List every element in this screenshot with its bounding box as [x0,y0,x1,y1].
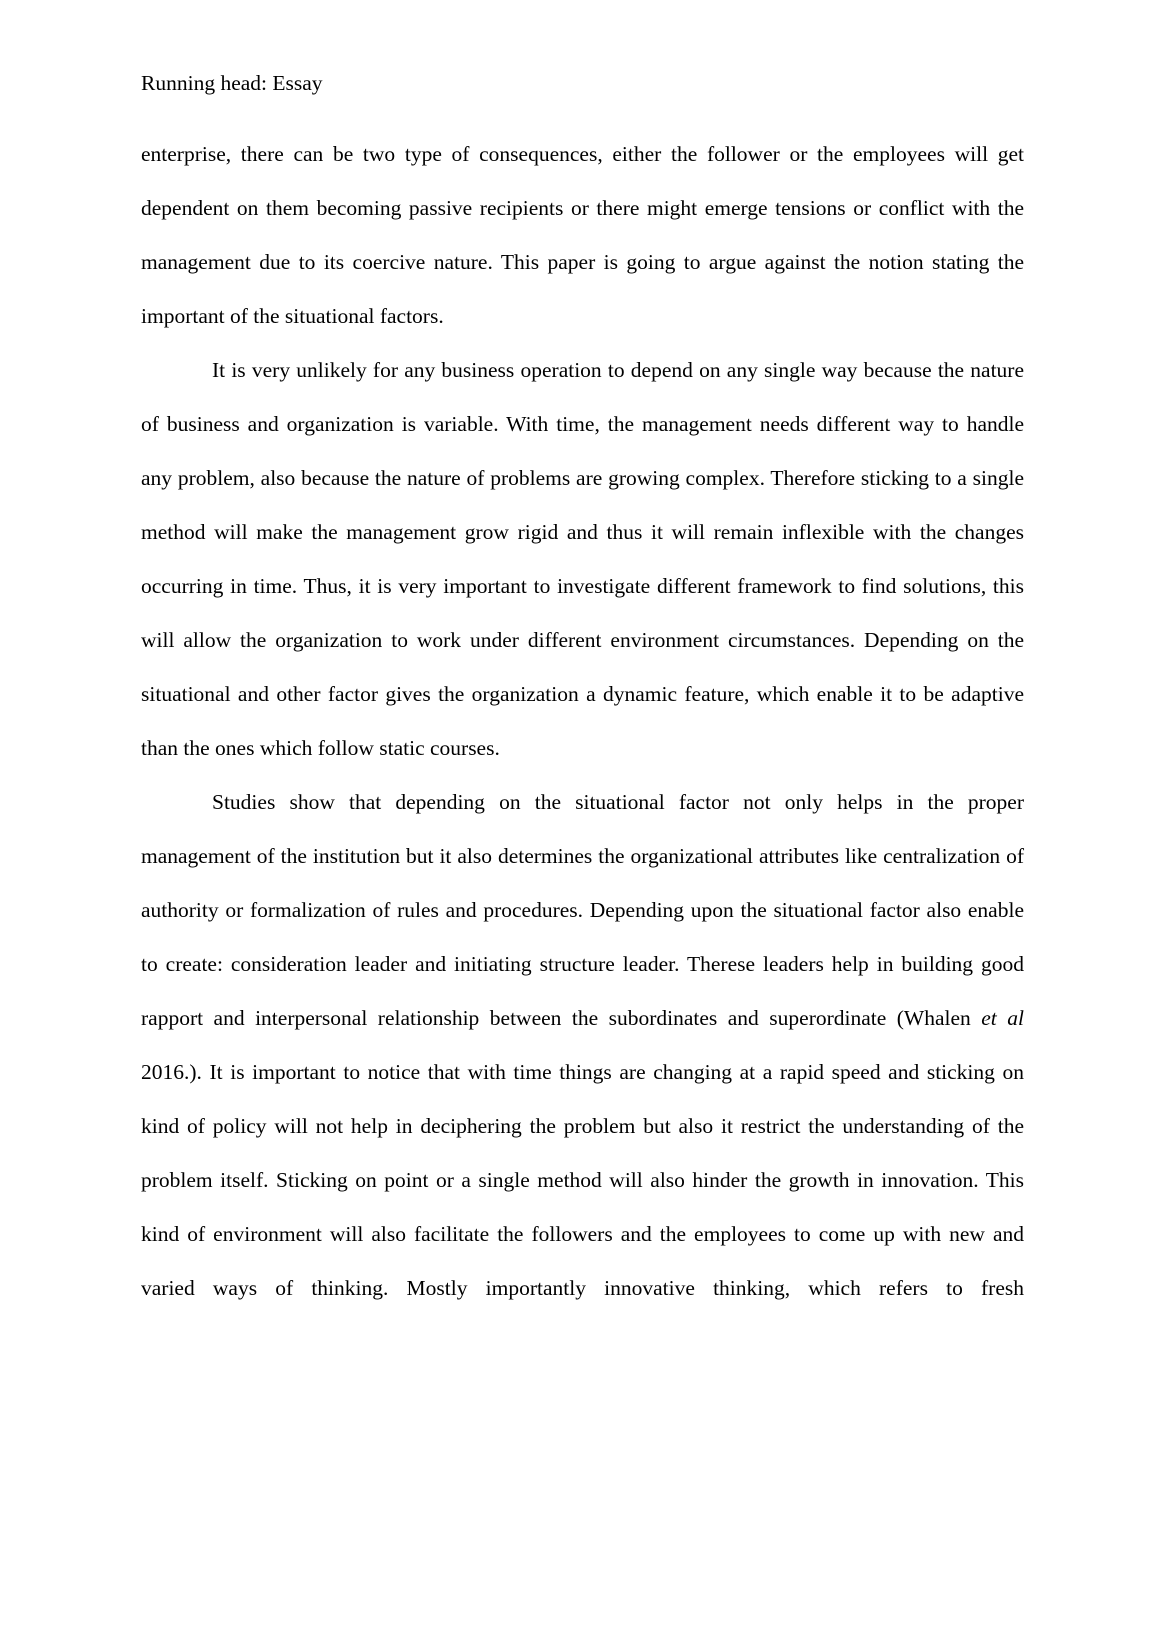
paragraph-continued: enterprise, there can be two type of consequences, either the follower or the employees will get dependent on them becoming passive recipients or there might emerge tensions or conflict with the management due to its coercive nature. This paper is going to argue against the notion stating the important of the situational factors. [141,142,1024,328]
essay-body [141,127,1024,1315]
paragraph-adaptability: It is very unlikely for any business operation to depend on any single way because the nature of business and organization is variable. With time, the management needs different way to handle any problem, also because the nature of problems are growing complex. Therefore sticking to a single method will make the management grow rigid and thus it will remain inflexible with the changes occurring in time. Thus, it is very important to investigate different framework to find solutions, this will allow the organization to work under different environment circumstances. Depending on the situational and other factor gives the organization a dynamic feature, which enable it to be adaptive than the ones which follow static courses. [141,358,1024,760]
running-head: Running head: Essay [141,71,323,95]
paragraph-text-before-citation: Studies show that depending on the situational factor not only helps in the proper management of the institution but it also determines the organizational attributes like centralization of authority or formalization of rules and procedures. Depending upon the situational factor also enable to create: consideration leader and initiating structure leader. Therese leaders help in building good rapport and interpersonal relationship between the subordinates and superordinate (Whalen [141,790,1024,1030]
paragraph-text-after-citation: 2016.). It is important to notice that with time things are changing at a rapid speed and sticking on kind of policy will not help in deciphering the problem but also it restrict the understanding of the problem itself. Sticking on point or a single method will also hinder the growth in innovation. This kind of environment will also facilitate the followers and the employees to come up with new and varied ways of thinking. Mostly importantly innovative thinking, which refers to fresh [141,1060,1024,1300]
paragraph-situational-factor [141,775,1024,1315]
citation-et-al: et al [981,1006,1024,1030]
